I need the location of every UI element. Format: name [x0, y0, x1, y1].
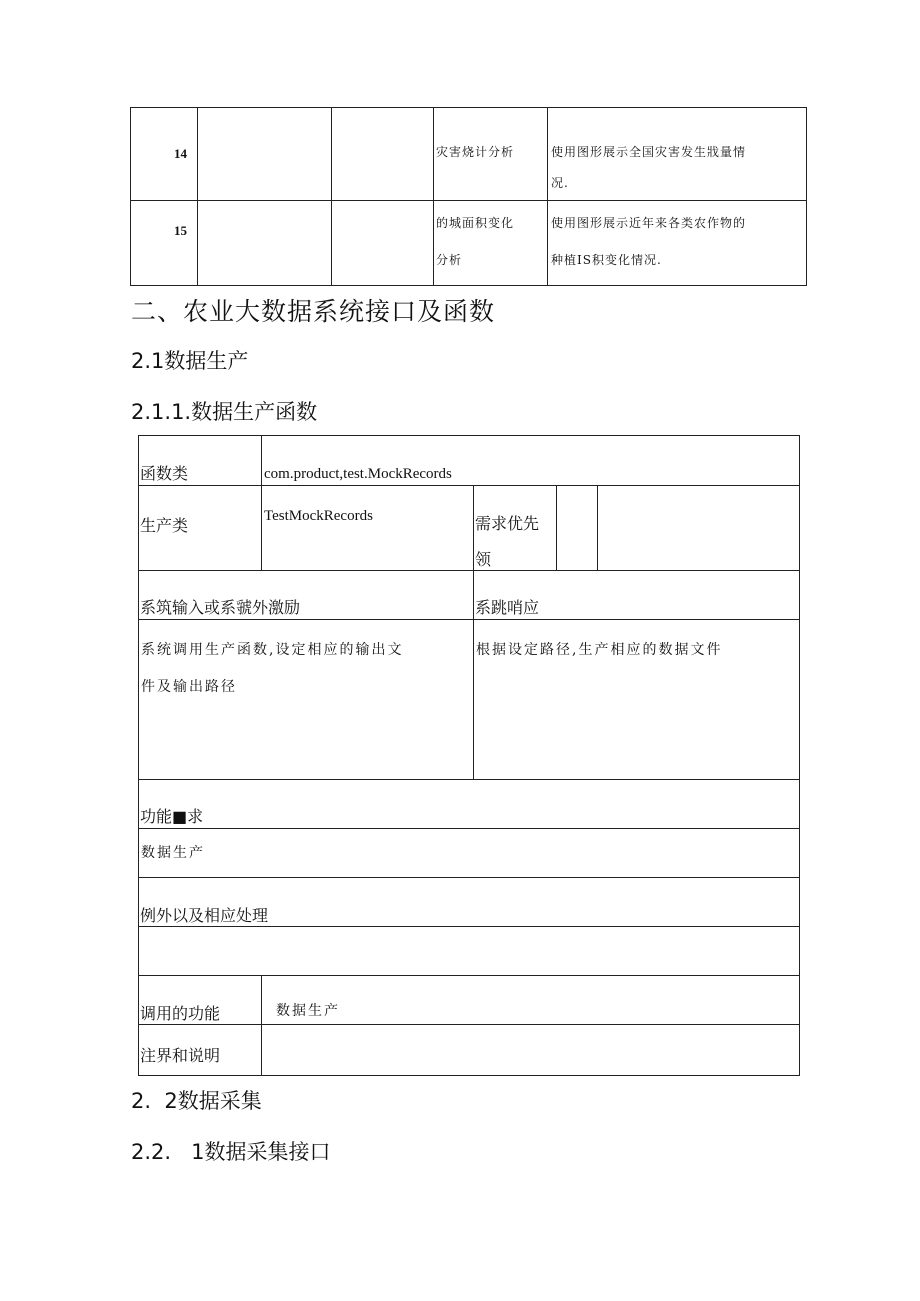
subsection-heading: 2.2. 1数据采集接口 [131, 1140, 331, 1164]
notes-label: 注界和说明 [140, 1046, 221, 1065]
function-requirement-value: 数据生产 [141, 845, 205, 861]
response-value: 根据设定路径,生产相应的数据文件 [476, 642, 723, 658]
input-value: 件及输出路径 [141, 679, 237, 695]
table-divider [261, 975, 262, 1076]
table-divider [473, 570, 474, 779]
response-label: 系跳哨应 [475, 598, 540, 617]
function-requirement-label: 功能■求 [140, 807, 204, 826]
table-divider [139, 828, 799, 829]
input-label: 系筑输入或系虢外激励 [140, 598, 301, 617]
top-table [130, 107, 807, 286]
table-divider [139, 1024, 799, 1025]
priority-label: 需求优先 [475, 514, 540, 533]
function-class-value: com.product,test.MockRecords [264, 466, 452, 482]
producer-class-value: TestMockRecords [264, 508, 373, 524]
table-divider [597, 485, 598, 570]
called-function-value: 数据生产 [276, 1003, 340, 1019]
table-cell: 分析 [436, 253, 463, 267]
section-heading: 二、农业大数据系统接口及函数 [131, 297, 496, 326]
table-cell: 灾害烧计分析 [436, 145, 515, 159]
table-divider [139, 926, 799, 927]
table-divider [139, 779, 799, 780]
table-divider [473, 485, 474, 570]
exception-label: 例外以及相应处理 [140, 906, 269, 925]
table-cell: 使用图形展示近年来各类农作物的 [551, 216, 747, 230]
function-class-label: 函数类 [140, 464, 189, 483]
producer-class-label: 生产类 [140, 516, 189, 535]
table-divider [547, 108, 548, 285]
table-divider [331, 108, 332, 285]
table-cell: 况. [551, 176, 569, 190]
row-number: 15 [174, 223, 187, 238]
table-divider [139, 877, 799, 878]
input-value: 系统调用生产函数,设定相应的输出文 [141, 642, 404, 658]
function-table [138, 435, 800, 1076]
table-cell: 使用图形展示全国灾害发生戕量情 [551, 145, 747, 159]
table-divider [139, 570, 799, 571]
called-function-label: 调用的功能 [140, 1004, 221, 1023]
table-divider [261, 436, 262, 570]
table-cell: 的城面积变化 [436, 216, 515, 230]
table-divider [139, 975, 799, 976]
table-cell: 种植IS积变化情况. [551, 253, 662, 267]
row-number: 14 [174, 146, 187, 161]
subsection-heading: 2.1.1.数据生产函数 [131, 400, 318, 424]
table-divider [556, 485, 557, 570]
subsection-heading: 2.1数据生产 [131, 349, 249, 373]
table-divider [139, 485, 799, 486]
table-divider [433, 108, 434, 285]
table-divider [139, 619, 799, 620]
priority-label: 领 [475, 550, 492, 569]
subsection-heading: 2. 2数据采集 [131, 1089, 262, 1113]
table-divider [197, 108, 198, 285]
table-divider [131, 200, 806, 201]
